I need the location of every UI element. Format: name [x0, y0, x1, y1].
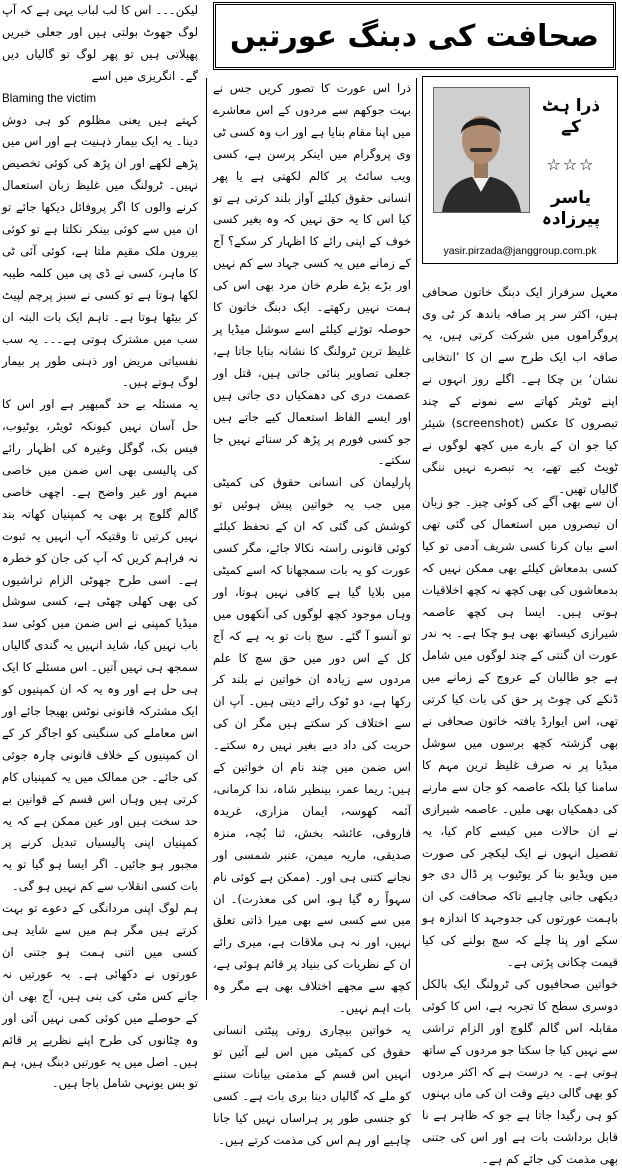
paragraph: ان سے بھی آگے کی کوئی چیز۔ جو زبان ان تبصروں میں استعمال کی گئی تھی اسے بیان کرنا کسی شریف آدمی تو کیا کسی بدمعاش کیلئے بھی ممکن نہیں کہ بدمعاشوں کی بھی کچھ نہ کچھ اخلاقیات ہوتی ہیں۔ ایسا ہی کچھ عاصمہ شیرازی کیساتھ بھی ہو چکا ہے۔ یہ ندر عورت ان گنتی کے چند لوگوں میں شامل ہے جو طالبان کے عروج کے زمانے میں ڈنکے کی چوٹ پر حق کی بات کیا کرتی تھی، اس ایوارڈ یافتہ خاتون صحافی نے بھی گزشتہ کچھ برسوں میں سوشل میڈیا پر نہ صرف غلیظ ترین مہم کا سامنا کیا بلکہ عاصمہ کو جان سے مارنے کی دھمکیاں بھی ملیں۔ عاصمہ شیرازی نے ان حالات میں کیسے کام کیا، یہ تفصیل انہوں نے ایک لیکچر کی صورت میں ویڈیو بنا کر یوٹیوب پر ڈال دی جو دیکھی جانی چاہیے تاکہ صحافت کی ان باہمت عورتوں کی جدوجہد کا اندازہ ہو سکے اور پتا چلے کہ سچ بولنے کی کیا قیمت چکانی پڑتی ہے۔	[422, 495, 618, 970]
paragraph: یہ خواتین بیچاری روتی پیٹتی انسانی حقوق کی کمیٹی میں اس لیے آئیں تو انہیں اس قسم کے مذمتی بیانات سننے کو ملے کہ گالیاں دینا بری بات ہے۔ کسی کو جنسی طور پر ہراساں نہیں کیا جانا چاہیے اور ہم اس کی مذمت کرتے ہیں۔	[213, 1022, 411, 1147]
paragraph: ہم لوگ اپنی مردانگی کے دعوے تو بہت کرتے ہیں مگر ہم میں سے شاید ہی کسی میں اتنی ہمت ہو جتنی ان عورتوں نے دکھائی ہے۔ یہ عورتیں نہ جانے کس مٹی کی بنی ہیں، آج بھی ان کے حوصلے میں کوئی کمی نہیں آئی اور وہ چٹانوں کی طرح اپنے نظریے پر قائم ہیں۔ اصل میں یہ عورتیں دبنگ ہیں، ہم تو بس یونہی شامل باجا ہیں۔	[2, 901, 198, 1091]
paragraph: کہتے ہیں یعنی مظلوم کو ہی دوش دینا۔ یہ ایک بیمار ذہنیت ہے اور اس میں پڑھے لکھے اور ان پڑھ کی کوئی تخصیص نہیں۔ ٹرولنگ میں غلیظ زبان استعمال کرنے والوں کا اگر پروفائل دیکھا جائے تو ان میں سے کوئی بینکر نکلتا ہے تو کوئی بیرون ملک مقیم ملتا ہے، کوئی آئی ٹی کا ماہر، کسی نے ڈی پی میں کلمہ طیبہ لکھا ہوتا ہے تو کسی نے سبز پرچم لپیٹ کر بیٹھا ہوتا ہے۔ تاہم ایک بات البتہ ان سب میں مشترک ہوتی ہے۔۔۔ یہ سب نفسیاتی مریض اور ذہنی طور پر بیمار لوگ ہوتے ہیں۔	[2, 112, 198, 390]
paragraph: خواتین صحافیوں کی ٹرولنگ ایک بالکل دوسری سطح کا تجربہ ہے، اس کا کوئی مقابلہ اس گالم گلوچ اور الزام تراشی سے نہیں کیا جا سکتا جو مردوں کے ساتھ ہوتی ہے۔ یہ درست ہے کہ اکثر مردوں کو بھی گالی دیتے وقت ان کی ماں بہنوں کو ہی رگیدا جاتا ہے جو کہ ظاہر ہے نا قابل برداشت بات ہے اور اس کی جتنی بھی مذمت کی جائے کم ہے۔	[422, 976, 618, 1167]
author-portrait-image	[434, 88, 529, 212]
right-column-top	[422, 270, 618, 496]
column-divider	[206, 78, 207, 1000]
byline-text	[531, 95, 611, 229]
column-name: ذرا ہٹ کے	[541, 96, 601, 137]
left-column	[2, 0, 198, 1091]
middle-column	[213, 78, 411, 1147]
article-title-box	[213, 2, 616, 70]
author-email: yasir.pirzada@janggroup.com.pk	[443, 245, 597, 257]
paragraph: ذرا اس عورت کا تصور کریں جس نے بہت جوکھم سے مردوں کے اس معاشرے میں اپنا مقام بنایا ہے اور اب وہ کسی ٹی وی پروگرام میں اینکر پرسن ہے، کسی ویب سائٹ پر کالم لکھتی ہے یا پھر انسانی حقوق کیلئے آواز بلند کرتی ہے تو کیا اس کا یہ حق نہیں کہ وہ بغیر کسی خوف کے اپنی رائے کا اظہار کر سکے؟ آج کے زمانے میں یہ کسی جہاد سے کم نہیں اور بڑے بڑے طرم خان مرد بھی اس کی ہمت نہیں رکھتے۔ ایک دبنگ خاتون کا حوصلہ توڑنے کیلئے اسے سوشل میڈیا پر غلیظ ترین ٹرولنگ کا نشانہ بنایا جاتا ہے، جعلی تصاویر بنائی جاتی ہیں، قتل اور عصمت دری کی دھمکیاں دی جاتی ہیں اور ایسے الفاظ استعمال کیے جاتے ہیں جو کسی فورم پر پڑھ کر سنائے نہیں جا سکتے۔	[213, 81, 411, 468]
paragraph: پارلیمان کی انسانی حقوق کی کمیٹی میں جب یہ خواتین پیش ہوئیں تو کوشش کی گئی کہ ان کے تحفظ کیلئے کوئی قانونی راستہ نکالا جائے، مگر کسی عورت کو یہ بات سمجھانا کہ اسے کمیٹی میں بلایا گیا ہے کافی نہیں ہوتا، اور وہاں موجود کچھ لوگوں کی آنکھوں میں تو آنسو آ گئے۔ سچ بات تو یہ ہے کہ آج کل کے اس دور میں حق سچ کا علم مردوں سے زیادہ ان خواتین نے بلند کر رکھا ہے، دو ٹوک رائے دیتی ہیں۔ آپ ان سے اختلاف کر سکتے ہیں مگر ان کی حریت کی داد دیے بغیر نہیں رہ سکتے۔ اس ضمن میں چند نام ان خواتین کے ہیں: ریما عمر، بینظیر شاہ، ندا کرمانی، آئمہ کھوسہ، ایمان مزاری، غریدہ فاروقی، عائشہ بخش، ثنا بُچہ، منزہ صدیقی، ماریہ میمن، عنبر شمسی اور نجانے کتنی ہی اور۔ (ممکن ہے کوئی نام سہواً رہ گیا ہو، اس کی معذرت)۔ ان میں سے کسی سے بھی میرا ذاتی تعلق نہیں، اور نہ ہی ملاقات ہے، میری رائے ان کے نظریات کی بنیاد پر قائم ہوئی ہے، کچھ سے مجھے اختلاف بھی ہے مگر وہ بات اہم نہیں۔	[213, 475, 411, 1016]
right-column	[422, 492, 618, 1167]
paragraph: معہل سرفراز ایک دبنگ خاتون صحافی ہیں، اکثر سر پر صافہ باندھ کر ٹی وی پروگراموں میں شرکت کرتی ہیں، یہ صافہ اب ایک طرح سے ان کا ’انتخابی نشان‘ بن چکا ہے۔ اگلے روز انہوں نے اپنے ٹویٹر کھاتے سے نمونے کے چند تبصروں کا عکس (screenshot) شیئر کیا جو ان کے بارے میں کچھ لوگوں نے ٹویٹ کیے تھے، یہ تبصرے نہیں ننگی گالیاں تھیں۔	[422, 284, 618, 496]
author-name: یاسر پیرزادہ	[541, 188, 601, 229]
star-rating-icon: ☆☆☆	[546, 155, 596, 174]
paragraph: یہ مسئلہ بے حد گمبھیر ہے اور اس کا حل آسان نہیں کیونکہ ٹویٹر، یوٹیوب، فیس بک، گوگل وغیرہ کی اظہار رائے کی پالیسی بھی اس ضمن میں خاصی مبہم اور غیر واضح ہے۔ اچھی خاصی گالم گلوچ پر بھی یہ کمپنیاں کھاتہ بند نہیں کرتیں تا وقتیکہ آپ انہیں یہ ثبوت نہ فراہم کریں کہ آپ کی جان کو خطرہ ہے۔ اسی طرح جھوٹی الزام تراشیوں کی بھی کھلی چھٹی ہے، کسی سوشل میڈیا کمپنی نے اس ضمن میں کوئی سد باب نہیں کیا، شاید انہیں یہ گندی گالیاں سمجھ ہی نہیں آتیں۔ اس مسئلے کا ایک ہی حل ہے اور وہ یہ کہ ان کمپنیوں کو ایک مشترکہ قانونی نوٹس بھیجا جائے اور اس معاملے کی سنگینی کو اجاگر کر کے ان کمپنیوں کے خلاف قانونی چارہ جوئی کی جائے۔ جن ممالک میں یہ کمپنیاں کام کرتی ہیں وہاں اس قسم کے قوانین بے حد سخت ہیں اور عین ممکن ہے کہ یہ کمپنیاں اپنی پالیسیاں تبدیل کرنے پر مجبور ہو جائیں۔ اگر ایسا ہو گیا تو یہ بات کسی انقلاب سے کم نہیں ہو گی۔	[2, 397, 198, 894]
english-phrase: Blaming the victim	[2, 91, 97, 105]
byline-box	[422, 76, 618, 264]
article-title: صحافت کی دبنگ عورتیں	[229, 18, 600, 54]
paragraph: لیکن۔۔۔ اس کا لب لباب یہی ہے کہ آپ لوگ جھوٹ بولتی ہیں اور جعلی خبریں پھیلاتی ہیں تو پھر لوگ تو گالیاں دیں گے۔ انگریزی میں اسے	[2, 3, 198, 83]
author-photo	[433, 87, 530, 213]
column-divider	[416, 78, 417, 1000]
